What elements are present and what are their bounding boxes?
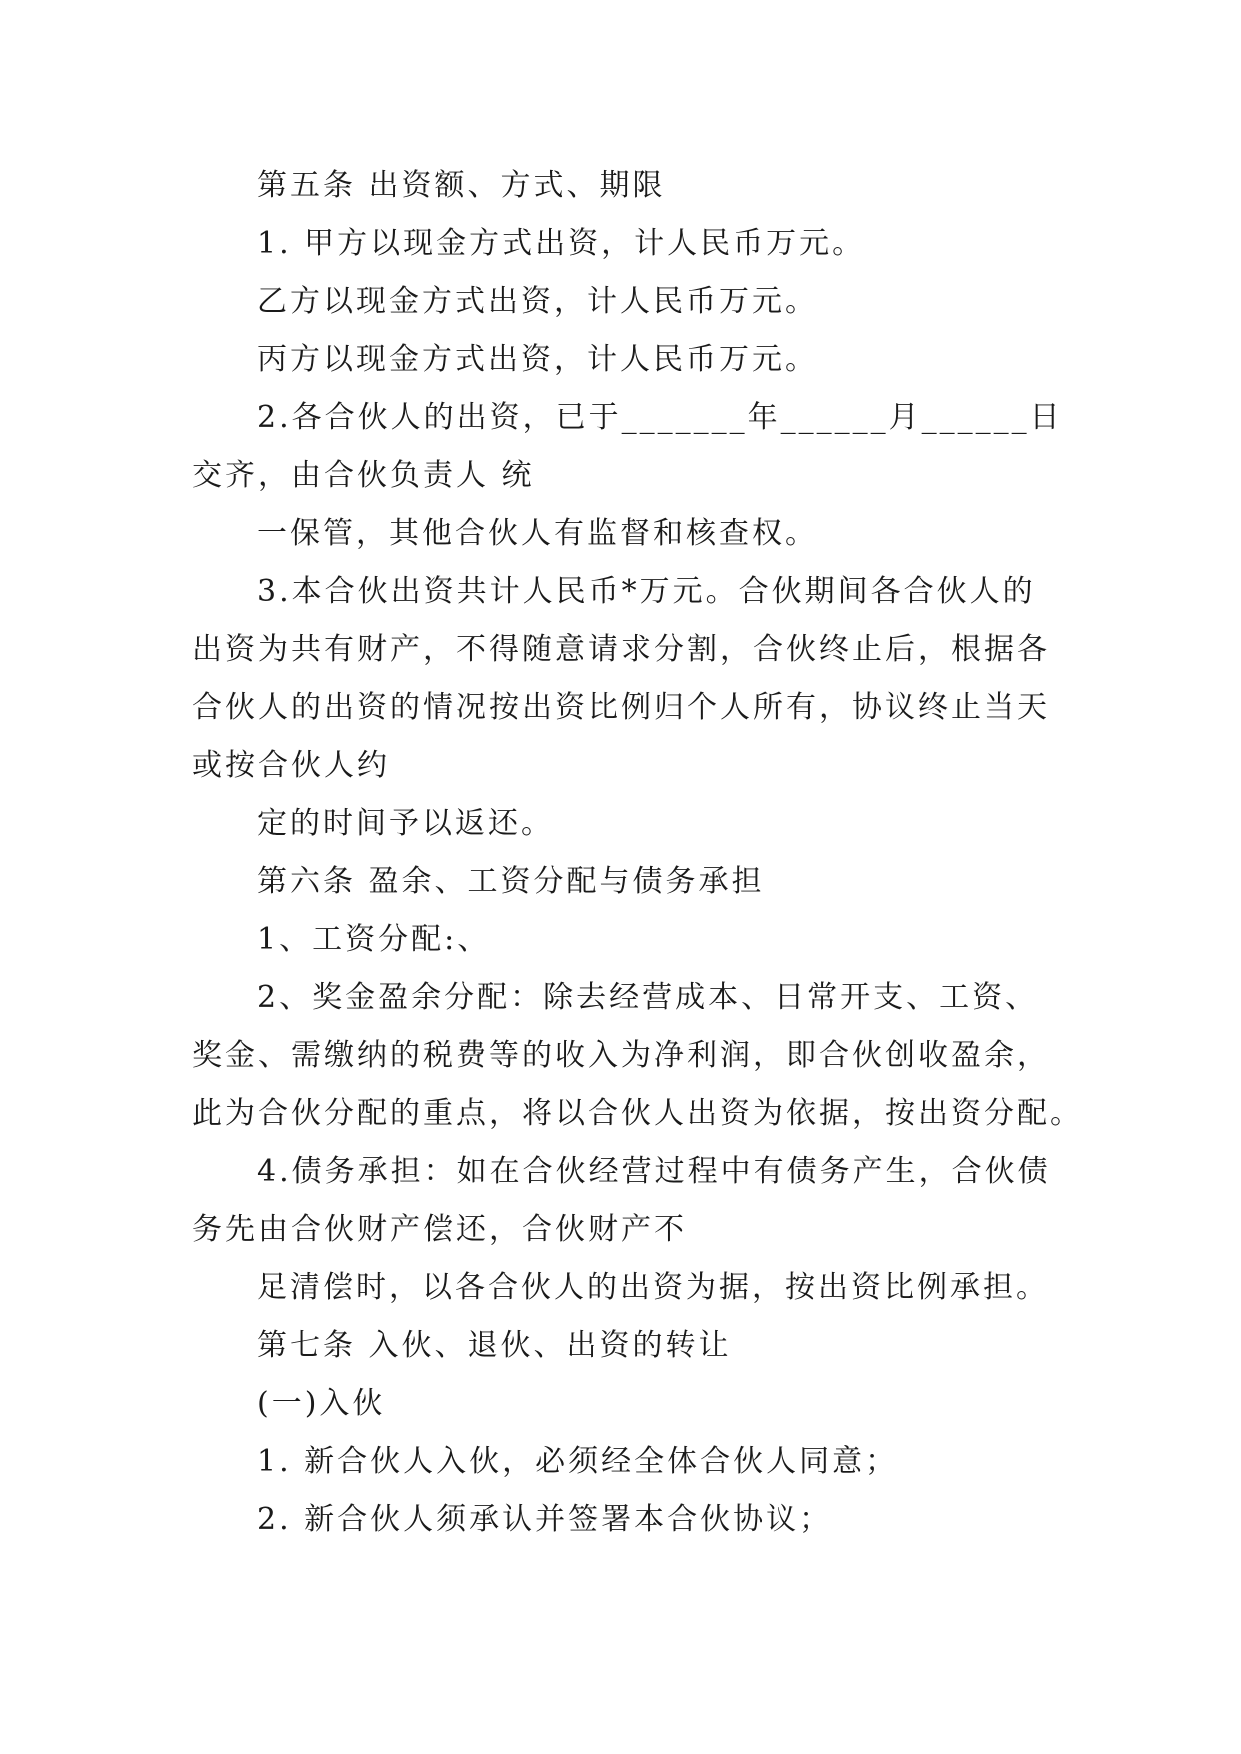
clause-6-2-line-3: 此为合伙分配的重点，将以合伙人出资为依据，按出资分配。 bbox=[192, 1096, 1083, 1131]
clause-5-1-party-a: 1. 甲方以现金方式出资，计人民币万元。 bbox=[257, 226, 866, 261]
article-7-heading: 第七条 入伙、退伙、出资的转让 bbox=[257, 1328, 732, 1363]
article-5-heading: 第五条 出资额、方式、期限 bbox=[257, 168, 666, 203]
clause-5-3-line-4: 或按合伙人约 bbox=[192, 748, 390, 783]
article-6-heading: 第六条 盈余、工资分配与债务承担 bbox=[257, 864, 765, 899]
clause-7-1-2: 2. 新合伙人须承认并签署本合伙协议； bbox=[257, 1502, 833, 1537]
clause-5-3-line-2: 出资为共有财产，不得随意请求分割，合伙终止后，根据各 bbox=[192, 632, 1050, 667]
clause-5-2-line-1: 2.各合伙人的出资，已于_______年______月______日 bbox=[257, 400, 1063, 435]
clause-6-4-line-3: 足清偿时，以各合伙人的出资为据，按出资比例承担。 bbox=[257, 1270, 1049, 1305]
clause-6-1: 1、工资分配:、 bbox=[257, 922, 491, 957]
clause-5-3-line-5: 定的时间予以返还。 bbox=[257, 806, 554, 841]
clause-5-1-party-b: 乙方以现金方式出资，计人民币万元。 bbox=[257, 284, 818, 319]
clause-7-1-1: 1. 新合伙人入伙，必须经全体合伙人同意； bbox=[257, 1444, 899, 1479]
section-7-1-heading: (一)入伙 bbox=[257, 1386, 386, 1421]
clause-5-3-line-3: 合伙人的出资的情况按出资比例归个人所有，协议终止当天 bbox=[192, 690, 1050, 725]
clause-6-2-line-1: 2、奖金盈余分配：除去经营成本、日常开支、工资、 bbox=[257, 980, 1039, 1015]
clause-6-2-line-2: 奖金、需缴纳的税费等的收入为净利润，即合伙创收盈余， bbox=[192, 1038, 1050, 1073]
clause-5-2-line-3: 一保管，其他合伙人有监督和核查权。 bbox=[257, 516, 818, 551]
clause-6-4-line-2: 务先由合伙财产偿还，合伙财产不 bbox=[192, 1212, 687, 1247]
clause-5-2-line-2: 交齐，由合伙负责人 统 bbox=[192, 458, 535, 493]
clause-6-4-line-1: 4.债务承担：如在合伙经营过程中有债务产生，合伙债 bbox=[257, 1154, 1051, 1189]
clause-5-3-line-1: 3.本合伙出资共计人民币*万元。合伙期间各合伙人的 bbox=[257, 574, 1036, 609]
clause-5-1-party-c: 丙方以现金方式出资，计人民币万元。 bbox=[257, 342, 818, 377]
